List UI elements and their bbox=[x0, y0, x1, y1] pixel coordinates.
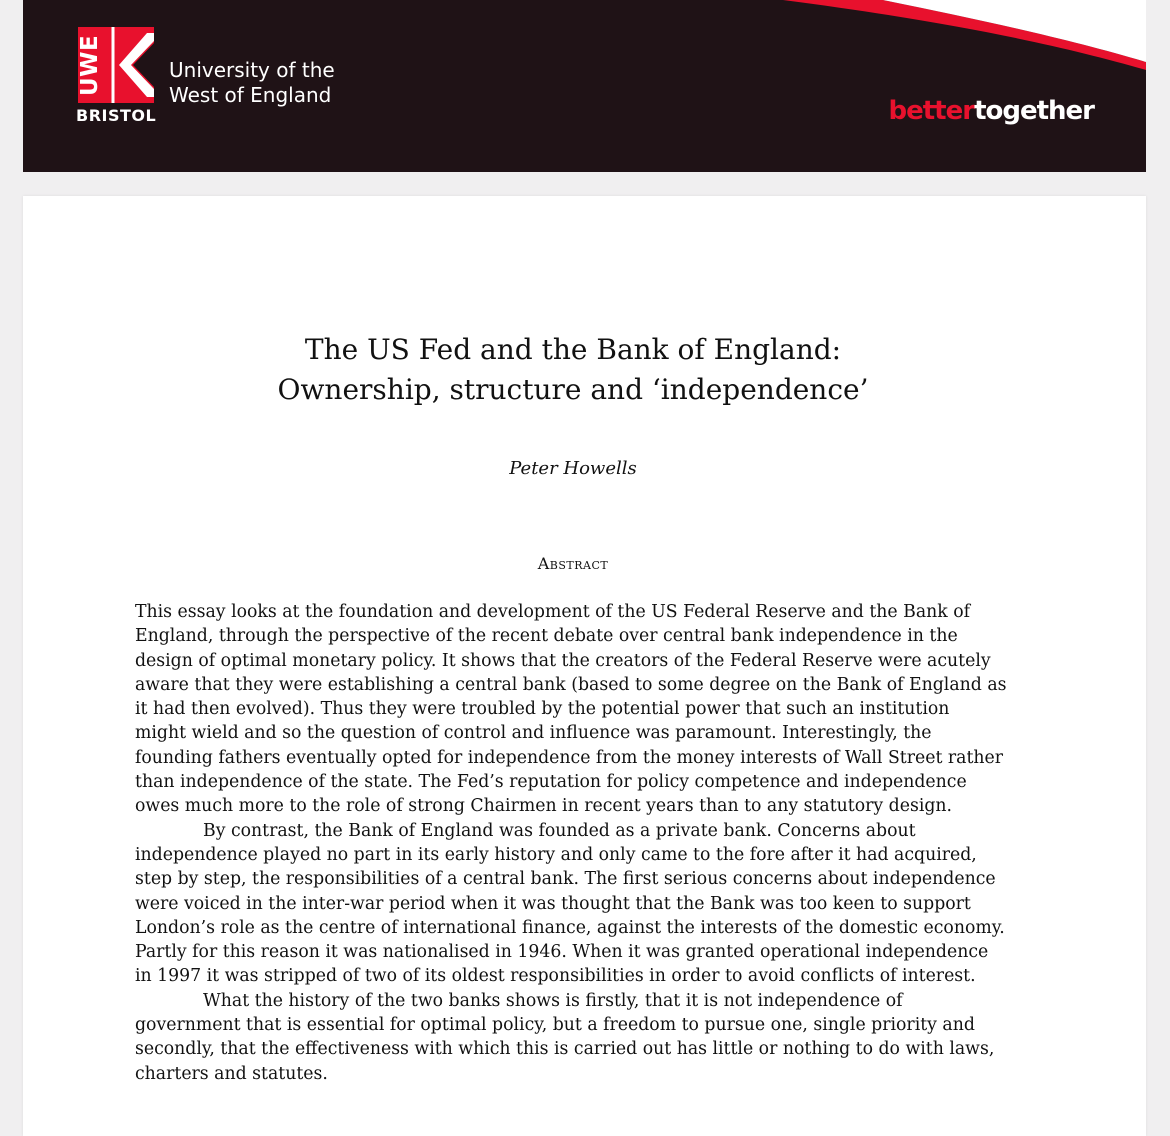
abstract-heading: Abstract bbox=[537, 554, 609, 573]
abstract-line: This essay looks at the foundation and development of the US Federal Reserve and the Bank of bbox=[135, 602, 971, 622]
abstract-line: charters and statutes. bbox=[135, 1063, 328, 1084]
abstract-line: independence played no part in its early history and only came to the fore after it had acquired, bbox=[135, 844, 977, 865]
abstract-line: than independence of the state. The Fed’s reputation for policy competence and independence bbox=[135, 772, 967, 793]
abstract-body bbox=[135, 600, 1035, 1086]
university-name bbox=[169, 58, 335, 108]
abstract-paragraph-3 bbox=[135, 989, 1035, 1086]
paper-title bbox=[23, 330, 1123, 410]
abstract-line: in 1997 it was stripped of two of its oldest responsibilities in order to avoid conflicts of interest. bbox=[135, 966, 976, 987]
abstract-line: Partly for this reason it was nationalised in 1946. When it was granted operational independence bbox=[135, 942, 989, 963]
abstract-line: aware that they were establishing a central bank (based to some degree on the Bank of England as bbox=[135, 674, 1007, 695]
abstract-line: What the history of the two banks shows is firstly, that it is not independence of bbox=[203, 990, 903, 1011]
university-name-line-1: University of the bbox=[169, 58, 335, 82]
logo-letters: UWE bbox=[77, 34, 103, 96]
abstract-paragraph-2 bbox=[135, 819, 1035, 989]
abstract-line: London’s role as the centre of international finance, against the interests of the domestic economy. bbox=[135, 917, 1005, 938]
tagline bbox=[889, 96, 1095, 126]
abstract-line: founding fathers eventually opted for independence from the money interests of Wall Street rather bbox=[135, 747, 1004, 768]
abstract-line: government that is essential for optimal policy, but a freedom to pursue one, single priority and bbox=[135, 1015, 975, 1036]
abstract-line: design of optimal monetary policy. It shows that the creators of the Federal Reserve were acutely bbox=[135, 650, 991, 671]
abstract-line: it had then evolved). Thus they were troubled by the potential power that such an institution bbox=[135, 699, 950, 720]
university-name-line-2: West of England bbox=[169, 83, 332, 107]
abstract-line: England, through the perspective of the recent debate over central bank independence in the bbox=[135, 626, 958, 647]
uwe-logo bbox=[73, 27, 159, 103]
abstract-line: By contrast, the Bank of England was founded as a private bank. Concerns about bbox=[203, 820, 916, 841]
document-page bbox=[23, 196, 1146, 1136]
abstract-line: step by step, the responsibilities of a central bank. The first serious concerns about independence bbox=[135, 869, 996, 890]
logo-city-label: BRISTOL bbox=[76, 106, 157, 125]
abstract-line: owes much more to the role of strong Chairmen in recent years than to any statutory design. bbox=[135, 796, 953, 817]
logo-arrow-mark bbox=[109, 27, 154, 103]
abstract-paragraph-1 bbox=[135, 600, 1035, 819]
abstract-line: were voiced in the inter-war period when it was thought that the Bank was too keen to support bbox=[135, 893, 971, 914]
paper-title-line-1: The US Fed and the Bank of England: bbox=[304, 333, 842, 366]
paper-title-line-2: Ownership, structure and ‘independence’ bbox=[277, 373, 869, 406]
paper-author: Peter Howells bbox=[509, 458, 637, 479]
abstract-line: secondly, that the effectiveness with which this is carried out has little or nothing to do with laws, bbox=[135, 1039, 995, 1060]
header-banner bbox=[23, 0, 1146, 172]
tagline-accent: better bbox=[888, 96, 975, 126]
tagline-main: together bbox=[974, 96, 1094, 126]
abstract-line: might wield and so the question of control and influence was paramount. Interestingly, the bbox=[135, 723, 932, 744]
